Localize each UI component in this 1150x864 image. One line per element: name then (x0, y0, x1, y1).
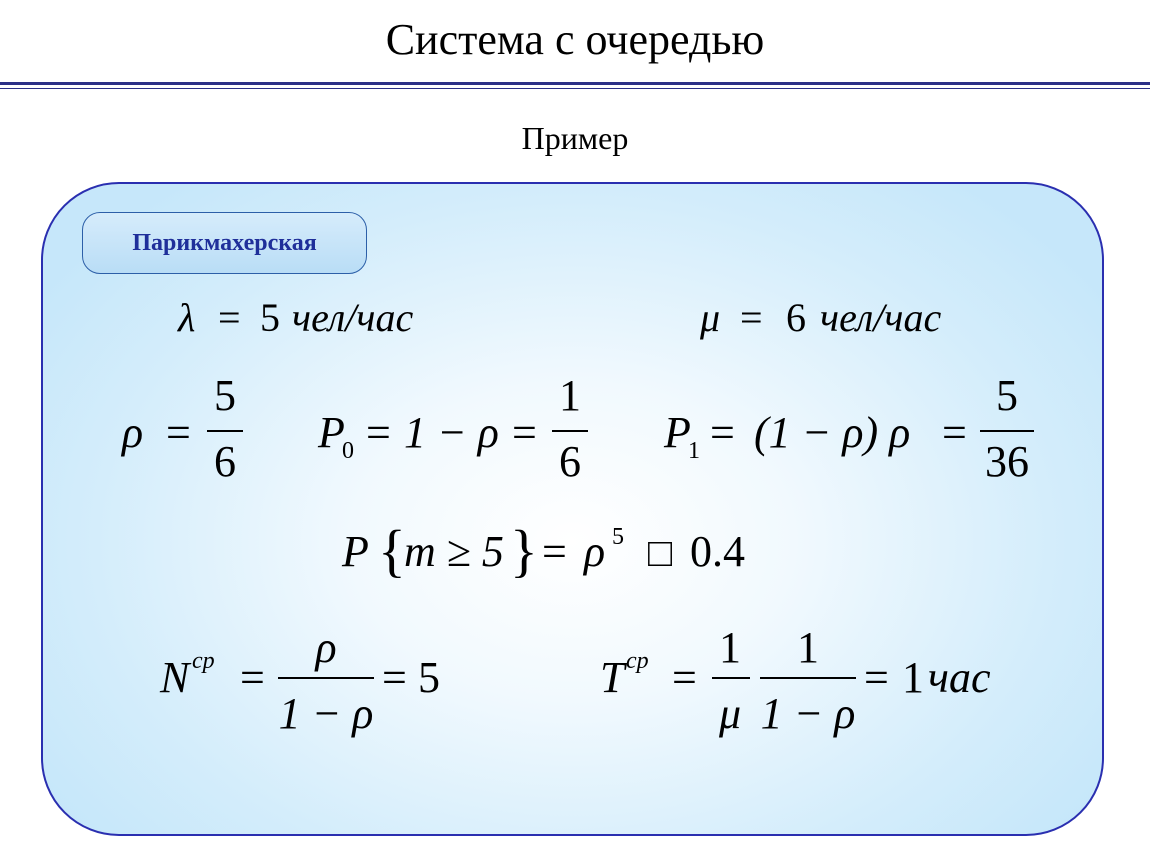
mu-symbol: μ (700, 295, 721, 340)
n-symbol: N (160, 653, 190, 702)
slide-title: Система с очередью (385, 15, 765, 64)
p1-expression: (1 − ρ) ρ (754, 408, 911, 457)
formula-p0 (317, 371, 588, 486)
n-equals: = (240, 653, 265, 702)
p1-lhs: P (664, 408, 691, 457)
lambda-equals: = (218, 295, 241, 340)
p1-equals: = (710, 408, 735, 457)
p0-equals: = (366, 408, 391, 457)
formula-t-avg (600, 623, 991, 738)
pm-brace-open: { (378, 518, 406, 583)
n-result: 5 (418, 653, 440, 702)
formula-lambda (177, 295, 413, 340)
slide-subtitle: Пример (521, 120, 629, 156)
pm-lhs: P (342, 527, 369, 576)
pm-power-base: ρ (584, 527, 606, 576)
p1-equals-2: = (942, 408, 967, 457)
p1-subscript: 1 (688, 438, 700, 464)
pm-equals: = (542, 527, 567, 576)
example-badge: Парикмахерская (82, 212, 367, 274)
mu-value: 6 (786, 295, 806, 340)
n-denominator: 1 − ρ (278, 689, 374, 738)
rho-denominator: 6 (214, 437, 236, 486)
pm-power: 5 (612, 524, 624, 550)
t-frac2-num: 1 (797, 623, 819, 672)
mu-equals: = (740, 295, 763, 340)
t-equals-2: = (864, 653, 889, 702)
formula-p-queue (341, 518, 745, 583)
lambda-value: 5 (260, 295, 280, 340)
p1-denominator: 36 (985, 437, 1029, 486)
lambda-symbol: λ (178, 295, 196, 340)
pm-condition: m ≥ 5 (404, 527, 504, 576)
t-superscript: ср (626, 648, 649, 674)
t-frac1-den: μ (718, 689, 742, 738)
p0-expression: 1 − ρ (404, 408, 499, 457)
t-symbol: T (600, 653, 625, 702)
n-superscript: ср (192, 648, 215, 674)
lambda-unit: чел/час (292, 295, 414, 340)
t-frac2-den: 1 − ρ (760, 689, 856, 738)
p0-equals-2: = (512, 408, 537, 457)
t-equals: = (672, 653, 697, 702)
n-numerator: ρ (315, 623, 337, 672)
rho-equals: = (166, 408, 191, 457)
pm-result: 0.4 (690, 527, 745, 576)
rho-symbol: ρ (122, 408, 144, 457)
p0-lhs: P (318, 408, 345, 457)
p0-denominator: 6 (559, 437, 581, 486)
formula-p1 (663, 371, 1034, 486)
p1-numerator: 5 (996, 371, 1018, 420)
formula-rho (120, 371, 243, 486)
formula-mu (699, 295, 941, 340)
pm-brace-close: } (510, 518, 538, 583)
t-result: 1 (902, 653, 924, 702)
mu-unit: чел/час (820, 295, 942, 340)
n-equals-2: = (382, 653, 407, 702)
pm-approx-glyph: □ (648, 530, 673, 575)
formula-n-avg (159, 623, 440, 738)
t-unit: час (928, 653, 991, 702)
p0-subscript: 0 (342, 438, 354, 464)
rho-numerator: 5 (214, 371, 236, 420)
p0-numerator: 1 (559, 371, 581, 420)
t-frac1-num: 1 (719, 623, 741, 672)
